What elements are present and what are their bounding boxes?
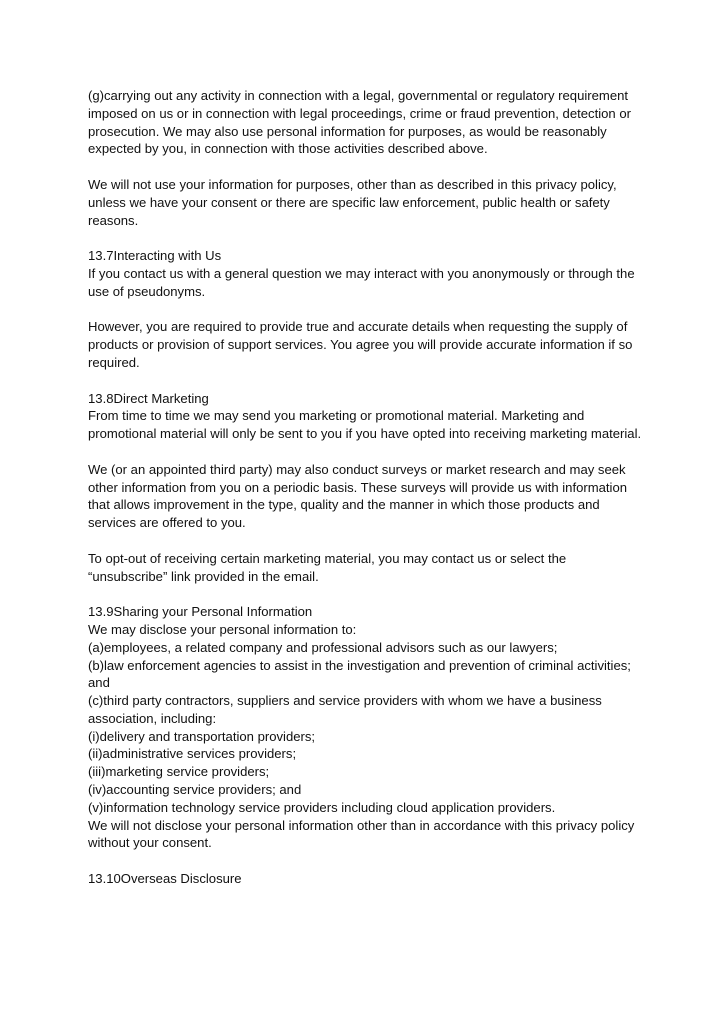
paragraph-not-use: We will not use your information for purposes, other than as described in this privacy policy, unless we have your consent or there are specific law enforcement, public health or safety reasons. <box>88 176 617 228</box>
list-item-v: (v)information technology service providers including cloud application providers. <box>88 799 556 815</box>
paragraph-g: (g)carrying out any activity in connection with a legal, governmental or regulatory requirement imposed on us or in connection with legal proceedings, crime or fraud prevention, detection or prosecution. We may also use personal information for purposes, as would be reasonably expected by you, in connection with those activities described above. <box>88 88 631 157</box>
section-13-7 <box>88 247 648 372</box>
section-heading: 13.8Direct Marketing <box>88 390 209 406</box>
section-heading: 13.7Interacting with Us <box>88 248 222 264</box>
paragraph: However, you are required to provide true and accurate details when requesting the supply of products or provision of support services. You agree you will provide accurate information if so required. <box>88 319 633 370</box>
paragraph: We (or an appointed third party) may also conduct surveys or market research and may seek other information from you on a periodic basis. These surveys will provide us with information that allows improvement in the type, quality and the manner in which those products and services are offered to you. <box>88 461 628 531</box>
section-13-9 <box>88 603 648 852</box>
document-body <box>88 87 648 888</box>
list-item-i: (i)delivery and transportation providers; <box>88 728 316 744</box>
list-item-c: (c)third party contractors, suppliers and service providers with whom we have a business association, including: <box>88 693 602 726</box>
list-item-b: (b)law enforcement agencies to assist in the investigation and prevention of criminal activities; and <box>88 657 631 691</box>
list-intro: We may disclose your personal information to: <box>88 621 357 637</box>
paragraph: To opt-out of receiving certain marketing material, you may contact us or select the “unsubscribe” link provided in the email. <box>88 550 567 584</box>
list-item-a: (a)employees, a related company and professional advisors such as our lawyers; <box>88 639 558 655</box>
list-item-iv: (iv)accounting service providers; and <box>88 782 302 798</box>
section-13-10 <box>88 870 648 888</box>
paragraph: If you contact us with a general question we may interact with you anonymously or through the use of pseudonyms. <box>88 265 635 299</box>
section-13-8 <box>88 390 648 586</box>
paragraph: From time to time we may send you marketing or promotional material. Marketing and promotional material will only be sent to you if you have opted into receiving marketing material. <box>88 408 642 442</box>
section-heading: 13.10Overseas Disclosure <box>88 871 242 887</box>
section-heading: 13.9Sharing your Personal Information <box>88 604 313 620</box>
list-item-ii: (ii)administrative services providers; <box>88 746 297 762</box>
closing-paragraph: We will not disclose your personal information other than in accordance with this privacy policy without your consent. <box>88 817 635 851</box>
list-item-iii: (iii)marketing service providers; <box>88 764 270 780</box>
